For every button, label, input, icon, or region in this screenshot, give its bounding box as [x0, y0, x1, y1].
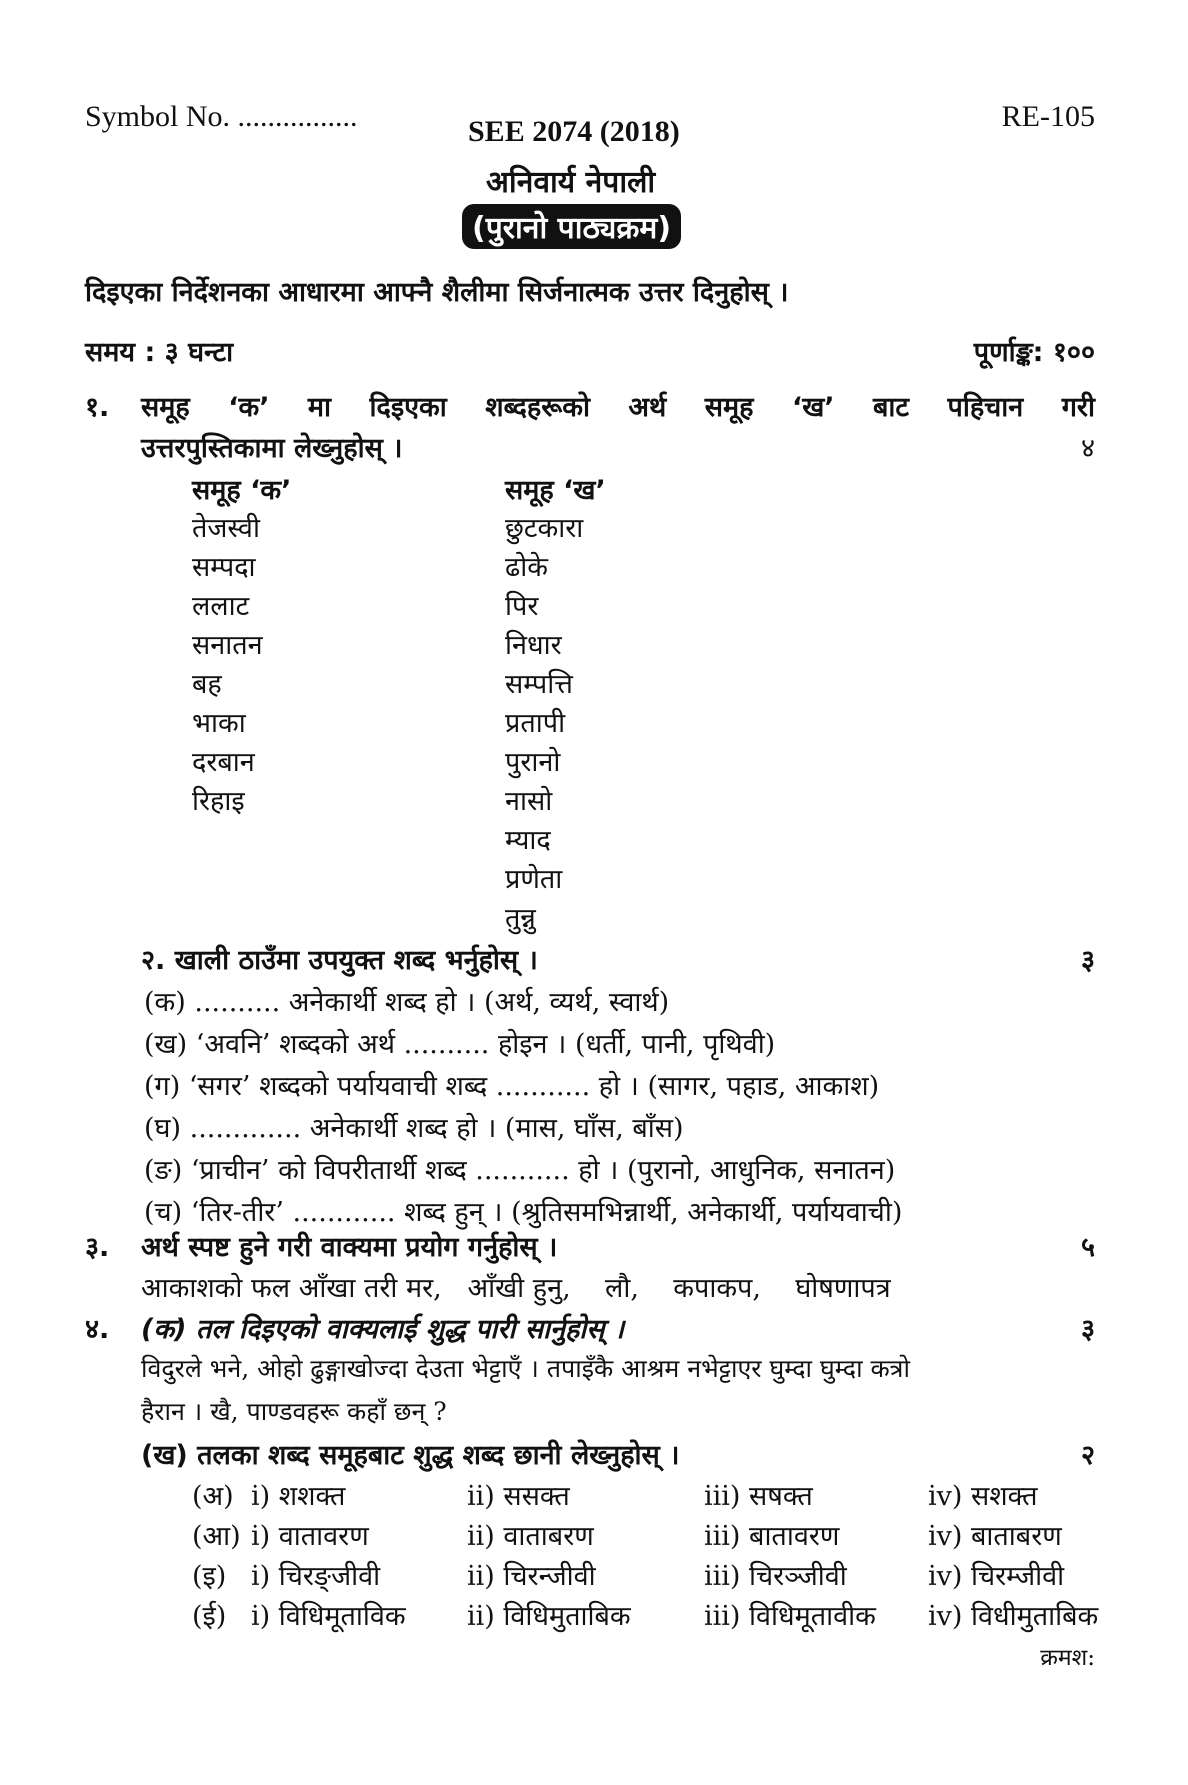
- q4b-option: i) शशक्त: [251, 1481, 346, 1512]
- q4b-row-label: (ई): [192, 1601, 227, 1632]
- q3-marks: ५: [1080, 1232, 1095, 1263]
- group-b-item: नासो: [505, 786, 553, 817]
- q4b-option: ii) चिरन्जीवी: [467, 1561, 596, 1592]
- paper-code: RE-105: [1001, 100, 1095, 133]
- q4a-text-line2: हैरान । खै, पाण्डवहरू कहाँ छन् ?: [141, 1397, 447, 1426]
- subject-title: अनिवार्य नेपाली: [486, 165, 656, 200]
- q4b-row-label: (अ): [192, 1481, 234, 1512]
- q3-word: कपाकप,: [673, 1273, 761, 1304]
- symbol-number: Symbol No. ................: [85, 100, 358, 133]
- q4b-option: ii) ससक्त: [467, 1481, 570, 1512]
- q4b-row-label: (इ): [192, 1561, 227, 1592]
- group-b-item: निधार: [505, 630, 562, 661]
- q3-number: ३.: [85, 1232, 110, 1263]
- q3-word: आकाशको फल आँखा तरी मर,: [141, 1273, 442, 1304]
- q4b-option: iv) सशक्त: [928, 1481, 1038, 1512]
- group-b-item: म्याद: [505, 825, 551, 856]
- q1-word: पहिचान: [947, 392, 1024, 423]
- curriculum-badge: (पुरानो पाठ्यक्रम): [462, 204, 681, 249]
- continued-label: क्रमश:: [1040, 1645, 1095, 1671]
- q1-word: ‘क’: [228, 392, 270, 423]
- q4b-option: iv) चिरम्जीवी: [928, 1561, 1065, 1592]
- q1-word: समूह: [704, 392, 754, 423]
- q1-word: शब्दहरूको: [485, 392, 590, 423]
- group-b-item: पुरानो: [505, 747, 561, 778]
- q4-number: ४.: [85, 1314, 110, 1345]
- q4b-option: iii) बातावरण: [704, 1521, 840, 1552]
- q2-marks: ३: [1080, 945, 1095, 976]
- instruction: दिइएका निर्देशनका आधारमा आफ्नै शैलीमा सिर्जनात्मक उत्तर दिनुहोस् ।: [85, 277, 789, 308]
- q4b-option: i) चिरङ्जीवी: [251, 1561, 381, 1592]
- group-a-item: ललाट: [192, 591, 250, 622]
- q4b-marks: २: [1080, 1440, 1095, 1471]
- q4b-option: i) विधिमूताविक: [251, 1601, 406, 1632]
- q1-word: अर्थ: [628, 392, 667, 423]
- q2-item: (ङ) ‘प्राचीन’ को विपरीतार्थी शब्द ........... हो । (पुरानो, आधुनिक, सनातन): [144, 1155, 896, 1186]
- q1-line2: उत्तरपुस्तिकामा लेख्नुहोस् ।: [141, 433, 403, 464]
- q4b-option: iii) विधिमूतावीक: [704, 1601, 876, 1632]
- group-a-item: सनातन: [192, 630, 263, 661]
- time: समय : ३ घन्टा: [85, 337, 234, 368]
- group-a-item: भाका: [192, 708, 246, 739]
- q4a-text-line1: विदुरले भने, ओहो ढुङ्गाखोज्दा देउता भेट्टाएँ । तपाइँकै आश्रम नभेट्टाएर घुम्दा घुम्दा कत्रो: [141, 1354, 910, 1383]
- q1-word: ‘ख’: [791, 392, 835, 423]
- q3-word: लौ,: [605, 1273, 639, 1304]
- group-a-item: रिहाइ: [192, 786, 245, 817]
- group-b-item: सम्पत्ति: [505, 669, 573, 700]
- group-a-header: समूह ‘क’: [192, 475, 292, 506]
- q4b-option: iii) चिरञ्जीवी: [704, 1561, 847, 1592]
- group-a-item: बह: [192, 669, 222, 700]
- group-a-item: सम्पदा: [192, 552, 256, 583]
- group-b-item: छुटकारा: [505, 513, 584, 544]
- q4b-option: iv) बाताबरण: [928, 1521, 1062, 1552]
- q4a-marks: ३: [1080, 1314, 1095, 1345]
- q1-marks: ४: [1080, 433, 1095, 464]
- group-b-header: समूह ‘ख’: [505, 475, 606, 506]
- q1-word: दिइएका: [369, 392, 447, 423]
- q3-word: घोषणापत्र: [795, 1273, 891, 1304]
- full-marks: पूर्णाङ्क: १००: [973, 337, 1095, 368]
- q3-title: अर्थ स्पष्ट हुने गरी वाक्यमा प्रयोग गर्नुहोस् ।: [141, 1232, 558, 1263]
- q1-word: समूह: [141, 392, 190, 423]
- q1-number: १.: [85, 392, 110, 423]
- group-b-item: प्रतापी: [505, 708, 566, 739]
- q2-item: (च) ‘तिर-तीर’ ............ शब्द हुन् । (श्रुतिसमभिन्नार्थी, अनेकार्थी, पर्यायवाची): [144, 1197, 903, 1228]
- q1-word: बाट: [873, 392, 910, 423]
- group-b-item: तुन्नु: [505, 903, 536, 934]
- q3-words: [141, 1268, 891, 1305]
- exam-title: SEE 2074 (2018): [468, 115, 680, 148]
- group-b-item: पिर: [505, 591, 539, 622]
- q1-question: [141, 387, 1095, 424]
- q4b-option: i) वातावरण: [251, 1521, 369, 1552]
- group-b-item: ढोके: [505, 552, 548, 583]
- q4b-option: iv) विधीमुताबिक: [928, 1601, 1099, 1632]
- q2-item: (घ) ............. अनेकार्थी शब्द हो । (मास, घाँस, बाँस): [144, 1113, 684, 1144]
- q2-title: २. खाली ठाउँमा उपयुक्त शब्द भर्नुहोस् ।: [141, 945, 538, 976]
- q4b-option: iii) सषक्त: [704, 1481, 813, 1512]
- q3-word: आँखी हुनु,: [467, 1273, 571, 1304]
- group-b-item: प्रणेता: [505, 864, 563, 895]
- q4b-option: ii) विधिमुताबिक: [467, 1601, 631, 1632]
- q1-word: मा: [307, 392, 332, 423]
- q2-item: (ख) ‘अवनि’ शब्दको अर्थ .......... होइन । (धर्ती, पानी, पृथिवी): [144, 1029, 776, 1060]
- q4b-option: ii) वाताबरण: [467, 1521, 594, 1552]
- q4a-title: (क) तल दिइएको वाक्यलाई शुद्ध पारी सार्नुहोस् ।: [141, 1314, 625, 1345]
- q1-word: गरी: [1061, 392, 1095, 423]
- q4b-row-label: (आ): [192, 1521, 241, 1552]
- q2-item: (ग) ‘सगर’ शब्दको पर्यायवाची शब्द ........... हो । (सागर, पहाड, आकाश): [144, 1071, 880, 1102]
- q2-item: (क) .......... अनेकार्थी शब्द हो । (अर्थ, व्यर्थ, स्वार्थ): [144, 987, 670, 1018]
- q4b-title: (ख) तलका शब्द समूहबाट शुद्ध शब्द छानी लेख्नुहोस् ।: [141, 1440, 680, 1471]
- group-a-item: दरबान: [192, 747, 255, 778]
- group-a-item: तेजस्वी: [192, 513, 260, 544]
